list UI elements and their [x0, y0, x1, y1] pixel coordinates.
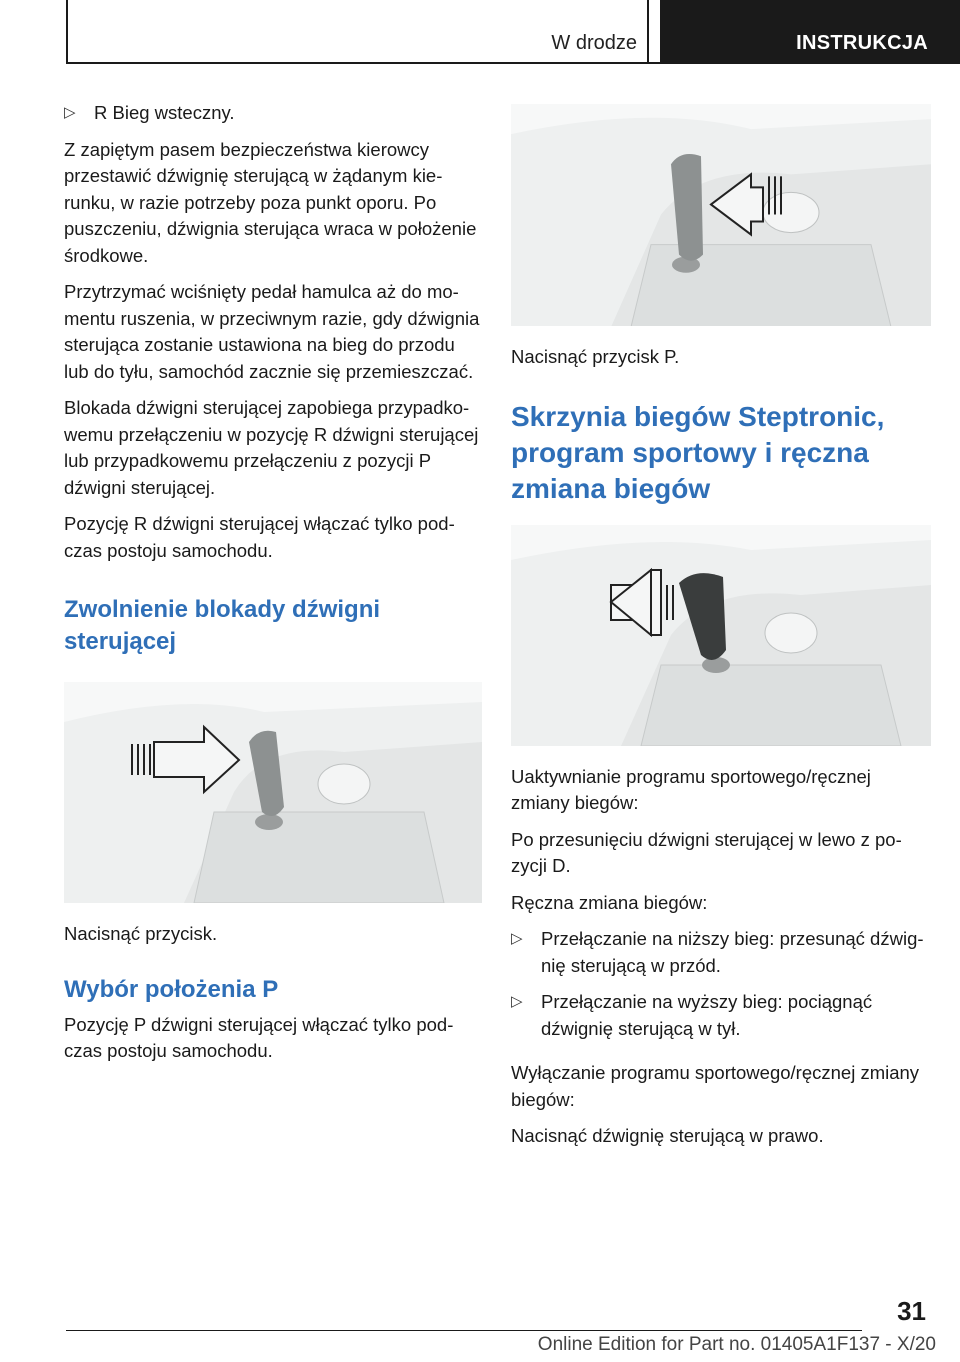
bullet-text: Przełączanie na wyższy bieg: pociągnąć dźwignię sterującą w tył.	[541, 991, 873, 1039]
list-item	[511, 926, 931, 979]
footer-rule	[66, 1330, 862, 1331]
paragraph: Blokada dźwigni sterującej zapobiega przypadkowemu przełączeniu w pozycję R dźwigni sterującej lub przypadkowemu przełączeniu z pozycji P dźwigni sterującej.	[64, 397, 479, 498]
section-heading-steptronic: Skrzynia biegów Steptronic, program sportowy i ręczna zmiana biegów	[511, 400, 885, 504]
paragraph: Po przesunięciu dźwigni sterującej w lewo z pozycji D.	[511, 828, 902, 876]
list-item	[64, 100, 482, 127]
header-tab-label: INSTRUKCJA	[796, 32, 928, 54]
bullet-text: R Bieg wsteczny.	[94, 102, 235, 123]
page-number: 31	[897, 1296, 926, 1326]
paragraph: Uaktywnianie programu sportowego/ręcznej zmiany biegów:	[511, 765, 871, 813]
paragraph: Pozycję P dźwigni sterującej włączać tylko podczas postoju samochodu.	[64, 1013, 454, 1061]
figure-caption: Nacisnąć przycisk P.	[511, 346, 680, 367]
header-rule-left	[66, 0, 68, 64]
triangle-right-icon: ▷	[64, 104, 76, 121]
footer-edition: Online Edition for Part no. 01405A1F137 - X/20	[537, 1334, 936, 1355]
bullet-text: Przełączanie na niższy bieg: przesunąć dźwignię sterującą w przód.	[541, 928, 924, 976]
paragraph: Wyłączanie programu sportowego/ręcznej zmiany biegów:	[511, 1062, 920, 1110]
paragraph: Pozycję R dźwigni sterującej włączać tylko podczas postoju samochodu.	[64, 513, 455, 561]
paragraph: Ręczna zmiana biegów:	[511, 891, 708, 913]
triangle-right-icon: ▷	[511, 993, 523, 1010]
section-heading-unlock: Zwolnienie blokady dźwigni sterującej	[64, 596, 381, 655]
paragraph: Nacisnąć dźwignię sterującą w prawo.	[511, 1125, 824, 1146]
header-tab	[660, 0, 960, 64]
right-column	[511, 104, 931, 1160]
triangle-right-icon: ▷	[511, 930, 523, 947]
header-section-title: W drodze	[551, 32, 637, 54]
gear-selector-p-button-figure	[511, 104, 931, 326]
list-item	[511, 989, 931, 1042]
paragraph: Z zapiętym pasem bezpieczeństwa kierowcy przestawić dźwignię sterującą w żądanym kierunku, w razie potrzeby poza punkt oporu. Po puszczeniu, dźwignia sterująca wraca w położenie środkowe.	[64, 138, 477, 266]
section-heading-park: Wybór położenia P	[64, 975, 279, 1003]
gear-selector-unlock-figure	[64, 682, 482, 903]
gear-selector-sport-figure	[511, 525, 931, 746]
figure-caption: Nacisnąć przycisk.	[64, 923, 218, 944]
header-rule-mid	[647, 0, 649, 64]
left-column	[64, 100, 482, 1075]
paragraph: Przytrzymać wciśnięty pedał hamulca aż do momentu ruszenia, w przeciwnym razie, gdy dźwignia sterująca zostanie ustawiona na bieg do przodu lub do tyłu, samochód zacznie się przemieszczać.	[64, 281, 480, 382]
